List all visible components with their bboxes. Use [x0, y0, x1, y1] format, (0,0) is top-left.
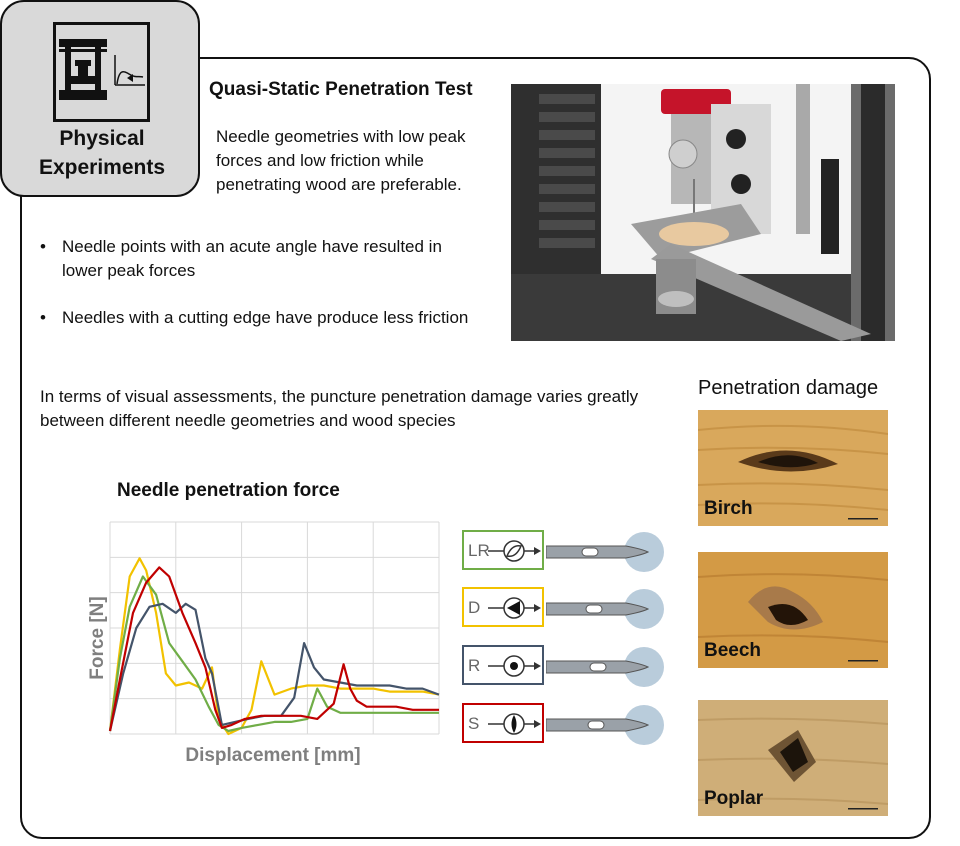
needle-code-box: [462, 645, 544, 685]
needle-code-box: [462, 530, 544, 570]
needle-illustration: [546, 530, 666, 574]
test-machine-photo: [511, 84, 895, 341]
sample-label: Beech: [704, 640, 762, 661]
needle-code: D: [468, 598, 481, 617]
bullet-item: [40, 235, 480, 285]
cutting-point-icon: [488, 711, 542, 737]
needle-code-box: [462, 703, 544, 743]
chart-ylabel: Force [N]: [87, 596, 108, 680]
force-chart: [86, 520, 446, 765]
chart-xlabel: Displacement [mm]: [185, 745, 361, 765]
triangular-point-icon: [488, 595, 542, 621]
bullet-text: Needles with a cutting edge have produce less friction: [62, 308, 469, 327]
needle-row-d: [462, 587, 667, 631]
category-tag: [0, 0, 200, 197]
tag-label: [2, 124, 202, 182]
needle-illustration: [546, 645, 666, 689]
testing-machine-icon: [53, 22, 150, 122]
series-line-3: [110, 567, 439, 731]
lancet-point-icon: [488, 538, 542, 564]
needle-code: S: [468, 714, 480, 733]
bullet-dot: •: [40, 237, 46, 256]
bullet-item: [40, 306, 480, 356]
needle-illustration: [546, 587, 666, 631]
chart-title: Needle penetration force: [117, 480, 340, 501]
sample-label: Poplar: [704, 788, 764, 809]
series-line-1: [110, 577, 439, 732]
needle-code-box: [462, 587, 544, 627]
test-title: Quasi-Static Penetration Test: [209, 79, 473, 100]
bullet-dot: •: [40, 308, 46, 327]
needle-code: LR: [468, 541, 490, 560]
needle-row-lr: [462, 530, 667, 574]
tag-label-line2: Experiments: [38, 156, 166, 179]
damage-sample-birch: [698, 410, 888, 526]
sample-label: Birch: [704, 498, 753, 519]
needle-row-r: [462, 645, 667, 689]
bullet-text: Needle points with an acute angle have resulted in lower peak forces: [62, 237, 442, 280]
round-point-icon: [488, 653, 542, 679]
damage-sample-beech: [698, 552, 888, 668]
tag-label-line1: Physical: [59, 127, 145, 150]
test-description: Needle geometries with low peak forces and low friction while penetrating wood are preferable.: [216, 127, 466, 194]
assessment-text: In terms of visual assessments, the puncture penetration damage varies greatly between different needle geometries and wood species: [40, 387, 639, 430]
damage-title: Penetration damage: [698, 377, 879, 399]
damage-sample-poplar: [698, 700, 888, 816]
chart-lines: [110, 558, 439, 734]
needle-code: R: [468, 656, 481, 675]
needle-illustration: [546, 703, 666, 747]
needle-row-s: [462, 703, 667, 747]
